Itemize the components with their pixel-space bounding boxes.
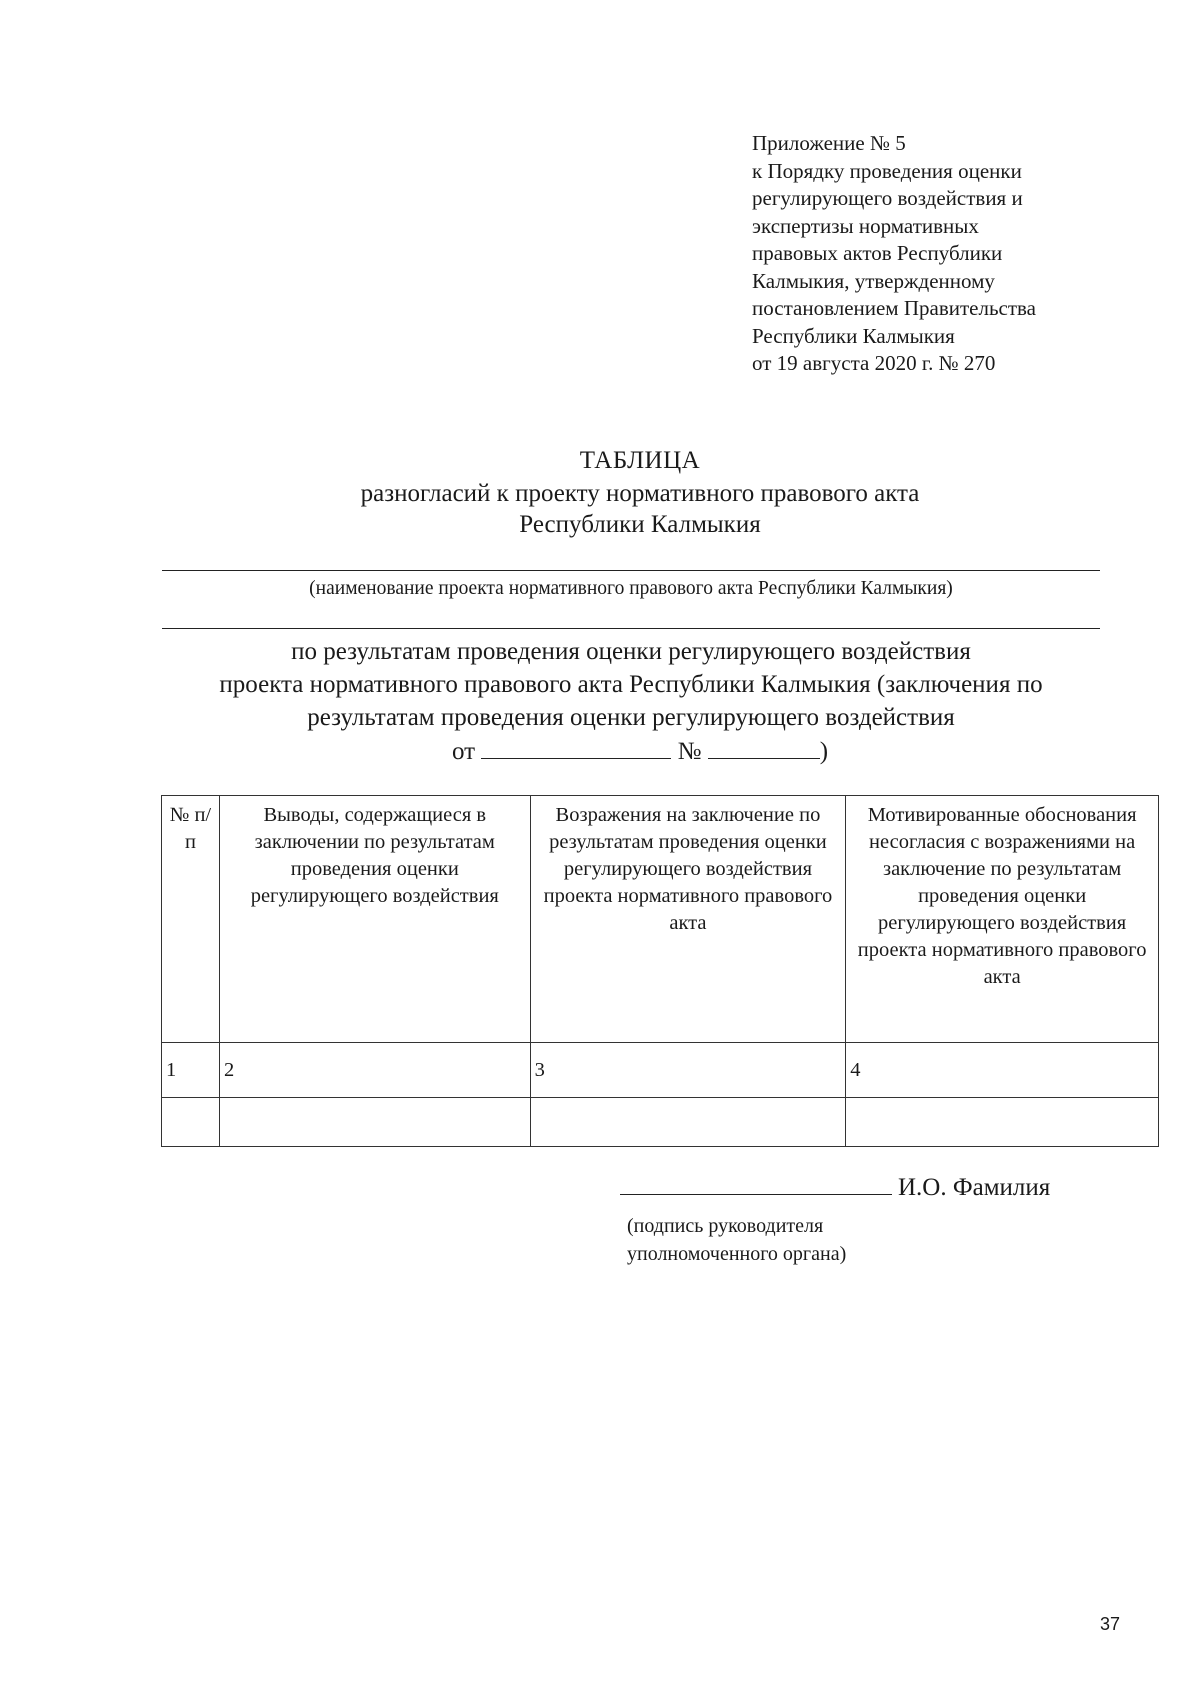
table-row [162, 1098, 1159, 1147]
table-cell: 4 [846, 1043, 1159, 1098]
appendix-line: правовых актов Республики [752, 241, 1003, 265]
appendix-line: от 19 августа 2020 г. № 270 [752, 351, 996, 375]
appendix-line: экспертизы нормативных [752, 213, 979, 238]
table-row [162, 1043, 1159, 1098]
page-number: 37 [1100, 1614, 1121, 1634]
table-cell: 2 [219, 1043, 530, 1098]
signature-caption [627, 1212, 846, 1268]
close-paren: ) [819, 738, 829, 765]
header-conclusions: Выводы, содержащиеся в заключении по результатам проведения оценки регулирующего воздействия [219, 796, 530, 1043]
table-cell [530, 1098, 846, 1147]
disagreement-table [161, 795, 1159, 1147]
appendix-line: Калмыкия, утвержденному [752, 268, 995, 293]
document-subtitle-region: Республики Калмыкия [519, 511, 761, 538]
table-cell: 1 [162, 1043, 220, 1098]
document-title: ТАБЛИЦА [579, 447, 701, 474]
appendix-line: Приложение № 5 [752, 131, 906, 155]
table-cell: 3 [530, 1043, 846, 1098]
conclusion-date-line [0, 736, 1200, 766]
number-label: № [677, 738, 702, 765]
table-cell [162, 1098, 220, 1147]
table-header-row [162, 796, 1159, 1043]
appendix-block [752, 130, 1112, 378]
document-subtitle: разногласий к проекту нормативного правового акта [360, 480, 920, 507]
signature-line [620, 1172, 1050, 1202]
header-justifications: Мотивированные обоснования несогласия с возражениями на заключение по результатам проведения оценки регулирующего воздействия проекта нормативного правового акта [846, 796, 1159, 1043]
table-cell [846, 1098, 1159, 1147]
signature-blank [620, 1172, 892, 1195]
header-number: № п/п [162, 796, 220, 1043]
appendix-line: регулирующего воздействия и [752, 186, 1023, 210]
appendix-line: постановлением Правительства [752, 296, 1037, 320]
number-blank [708, 736, 820, 759]
signature-caption-line: (подпись руководителя [627, 1215, 824, 1237]
table-cell [219, 1098, 530, 1147]
signature-caption-line: уполномоченного органа) [627, 1243, 847, 1265]
appendix-line: Республики Калмыкия [752, 323, 955, 348]
results-line-1: по результатам проведения оценки регулирующего воздействия [291, 638, 971, 665]
results-line-2: проекта нормативного правового акта Республики Калмыкия (заключения по [219, 671, 1043, 698]
results-line-3: результатам проведения оценки регулирующего воздействия [307, 704, 955, 731]
signatory-name: И.О. Фамилия [898, 1174, 1051, 1201]
appendix-line: к Порядку проведения оценки [752, 158, 1022, 183]
name-hint: (наименование проекта нормативного правового акта Республики Калмыкия) [309, 578, 953, 599]
date-blank [481, 736, 671, 759]
ot-label: от [451, 738, 476, 765]
header-objections: Возражения на заключение по результатам проведения оценки регулирующего воздействия проекта нормативного правового акта [530, 796, 846, 1043]
name-fill-line-2 [162, 628, 1100, 629]
name-fill-line [162, 570, 1100, 571]
